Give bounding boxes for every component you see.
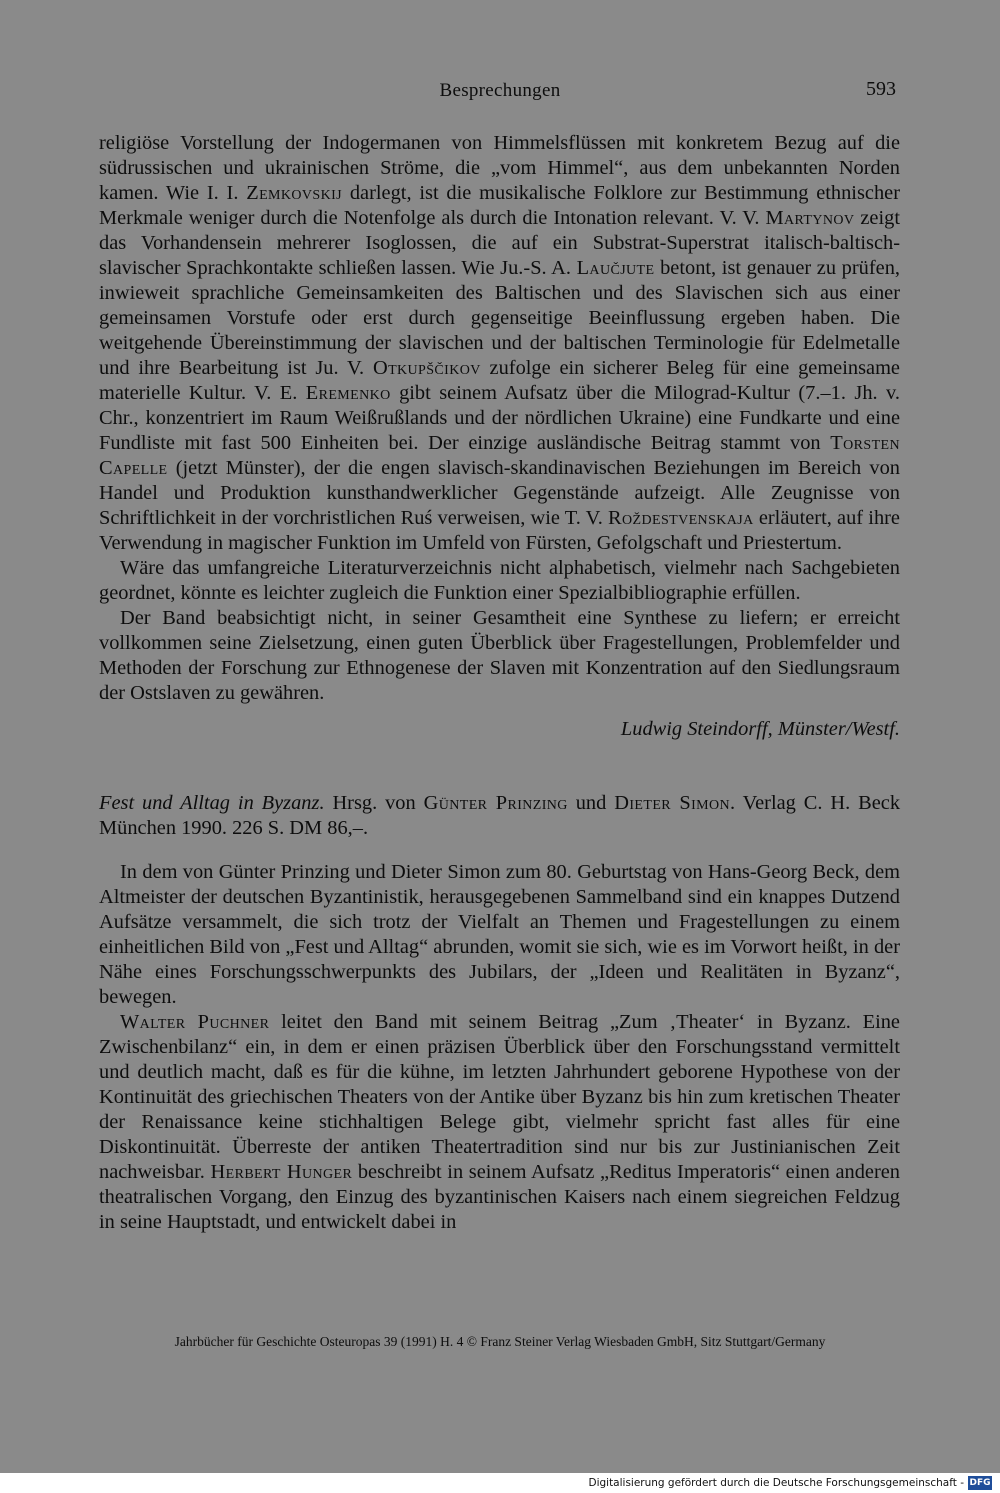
author-name: Otkupščikov: [372, 357, 481, 379]
digitization-bar: [0, 1473, 1000, 1493]
running-head: [0, 78, 1000, 104]
running-title: Besprechungen: [439, 80, 561, 101]
digitization-notice: Digitalisierung gefördert durch die Deutsche Forschungsgemeinschaft -: [588, 1477, 964, 1489]
text-run: zufolge ein sicherer Beleg für eine gemeinsame materielle Kultur. V. E.: [99, 357, 900, 404]
author-name: Günter Prinzing: [423, 792, 568, 814]
text-run: darlegt, ist die musikalische Folklore zur Bestimmung ethnischer Merkmale weniger durch die Notenfolge als durch die Intonation relevant. V. V.: [99, 182, 900, 229]
author-name: Torsten Capelle: [99, 432, 900, 479]
text-run: und: [567, 792, 615, 814]
text-run: beschreibt in seinem Aufsatz „Reditus Imperatoris“ einen anderen theatralischen Vorgang, den Einzug des byzantinischen Kaisers nach einem siegreichen Feldzug in seine Hauptstadt, und entwickelt dabei in: [99, 1161, 900, 1233]
text-run: In dem von Günter Prinzing und Dieter Simon zum 80. Geburtstag von Hans-Georg Beck, dem Altmeister der deutschen Byzantinistik, herausgegebenen Sammelband sind ein knappes Dutzend Aufsätze versammelt, die sich trotz der Vielfalt an Themen und Fragestellungen zu einem einheitlichen Bild von „Fest und Alltag“ abrunden, womit sie sich, wie es im Vorwort heißt, in der Nähe eines Forschungsschwerpunkts des Jubilars, der „Ideen und Realitäten in Byzanz“, bewegen.: [99, 861, 900, 1008]
paragraph: [99, 556, 900, 606]
journal-footer: Jahrbücher für Geschichte Osteuropas 39 (1991) H. 4 © Franz Steiner Verlag Wiesbaden GmbH, Sitz Stuttgart/Germany: [174, 1334, 826, 1349]
book-title: Fest und Alltag in Byzanz.: [99, 792, 325, 814]
author-name: Eremenko: [305, 382, 391, 404]
text-run: Hrsg. von: [324, 792, 424, 814]
review-1: [99, 131, 900, 742]
review-bibliographic-header: [99, 791, 900, 841]
text-run: betont, ist genauer zu prüfen, inwieweit sprachliche Gemeinsamkeiten des Baltischen und des Slavischen sich aus einer gemeinsamen Vorstufe oder erst durch gegenseitige Beeinflussung ergeben haben. Die weitgehende Übereinstimmung der slavischen und der baltischen Terminologie für Edelmetalle und ihre Bearbeitung ist Ju. V.: [99, 257, 900, 379]
paragraph: [99, 606, 900, 706]
paragraph: [99, 860, 900, 1010]
text-run: Wäre das umfangreiche Literaturverzeichnis nicht alphabetisch, vielmehr nach Sachgebieten geordnet, könnte es leichter zugleich die Funktion einer Spezialbibliographie erfüllen.: [99, 557, 900, 604]
author-name: Martynov: [765, 207, 855, 229]
paragraph: [99, 131, 900, 556]
author-name: Dieter Simon: [614, 792, 730, 814]
review-2: [99, 791, 900, 1235]
spacer: [99, 841, 900, 860]
text-run: . Verlag C. H. Beck München 1990. 226 S. DM 86,–.: [99, 792, 901, 839]
author-name: Zemkovskij: [246, 182, 343, 204]
text-run: Der Band beabsichtigt nicht, in seiner Gesamtheit eine Synthese zu liefern; er erreicht vollkommen seine Zielsetzung, einen guten Überblick über Fragestellungen, Problemfelder und Methoden der Forschung zur Ethnogenese der Slaven mit Konzentration auf den Siedlungsraum der Ostslaven zu gewähren.: [99, 607, 900, 704]
text-run: leitet den Band mit seinem Beitrag „Zum ‚Theater‘ in Byzanz. Eine Zwischenbilanz“ ein, in dem er einen präzisen Überblick über den Forschungsstand vermittelt und deutlich macht, daß es für die kühne, im letzten Jahrhundert geborene Hypothese von der Kontinuität des griechischen Theaters von der Antike über Byzanz bis hin zum kretischen Theater der Renaissance keine stichhaltigen Belege gibt, vielmehr spricht fast alles für eine Diskontinuität. Überreste der antiken Theatertradition sind nur bis zur Justinianischen Zeit nachweisbar.: [99, 1011, 900, 1183]
page-number: 593: [866, 78, 896, 100]
dfg-logo: DFG: [969, 1478, 991, 1488]
reviewer-signature: Ludwig Steindorff, Münster/Westf.: [620, 718, 900, 740]
text-run: gibt seinem Aufsatz über die Milograd-Kultur (7.–1. Jh. v. Chr., konzentriert im Raum Weißrußlands und der nördlichen Ukraine) eine Fundkarte und eine Fundliste mit fast 500 Einheiten bei. Der einzige ausländische Beitrag stammt von: [99, 382, 900, 454]
author-name: Herbert Hunger: [210, 1161, 353, 1183]
author-name: Roždestvenskaja: [608, 507, 754, 529]
body-text: [99, 131, 900, 1235]
paragraph: [99, 1010, 900, 1235]
text-run: zeigt das Vorhandensein mehrerer Isoglossen, die auf ein Substrat-Superstrat italisch-baltisch-slavischer Sprachkontakte schließen lassen. Wie Ju.-S. A.: [99, 207, 900, 279]
text-run: (jetzt Münster), der die engen slavisch-skandinavischen Beziehungen im Bereich von Handel und Produktion kunsthandwerklicher Gegenstände aufzeigt. Alle Zeugnisse von Schriftlichkeit in der vorchristlichen Ruś verweisen, wie T. V.: [99, 457, 900, 529]
author-name: Laučjute: [576, 257, 655, 279]
text-run: erläutert, auf ihre Verwendung in magischer Funktion im Umfeld von Fürsten, Gefolgschaft und Priestertum.: [99, 507, 900, 554]
text-run: religiöse Vorstellung der Indogermanen von Himmelsflüssen mit konkretem Bezug auf die südrussischen und ukrainischen Ströme, die „vom Himmel“, aus dem unbekannten Norden kamen. Wie I. I.: [99, 132, 900, 204]
author-name: Walter Puchner: [120, 1011, 270, 1033]
